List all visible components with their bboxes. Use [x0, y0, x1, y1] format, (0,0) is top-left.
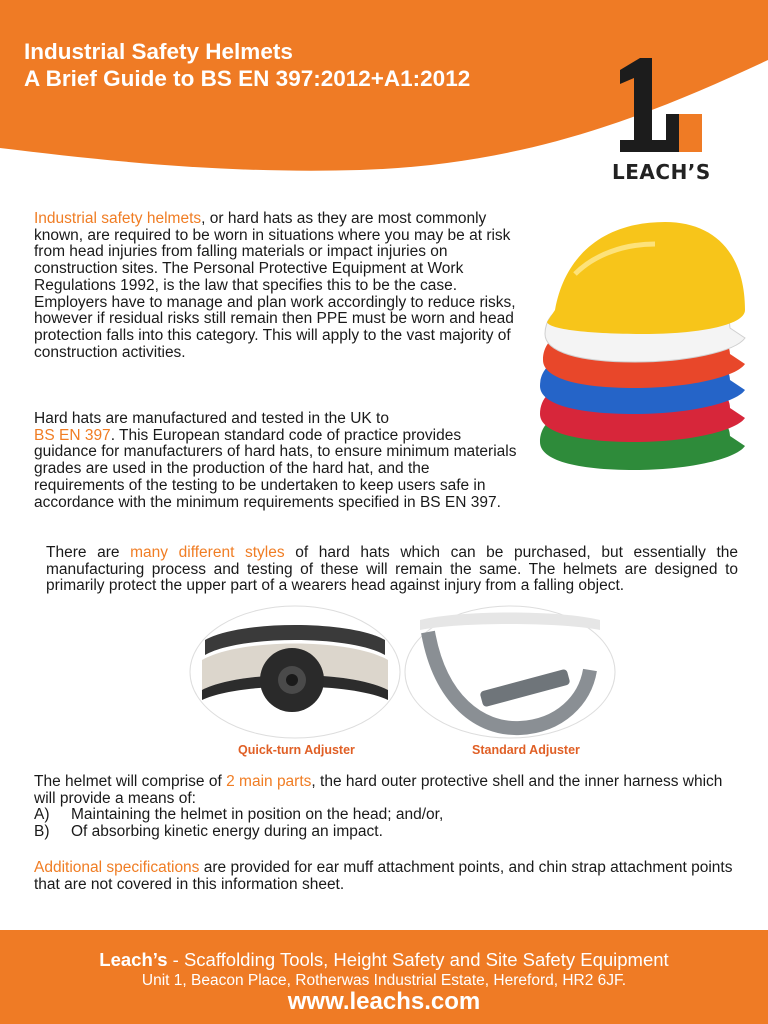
footer-tagline: Leach’s - Scaffolding Tools, Height Safety and Site Safety Equipment	[99, 949, 669, 970]
intro-text: , or hard hats as they are most commonly known, are required to be worn in situations where you may be at risk from head injuries from falling materials or impact injuries on construction sites. The Personal Protective Equipment at Work Regulations 1992, is the law that specifies this to be the case. Employers have to manage and plan work accordingly to reduce risks, however if residual risks still remain then PPE must be worn and head protection falls into this category. This will apply to the vast majority of construction activities.	[34, 210, 516, 361]
standard-adjuster-caption: Standard Adjuster	[472, 743, 580, 757]
helmet-stack-image	[535, 214, 755, 474]
website-link[interactable]: www.leachs.com	[287, 988, 481, 1015]
parts-prefix: The helmet will comprise of	[34, 773, 222, 790]
standard-prefix: Hard hats are manufactured and tested in the UK to	[34, 410, 389, 427]
bs-en-397-link[interactable]: BS EN 397	[34, 426, 111, 444]
styles-prefix: There are	[46, 544, 120, 561]
footer-address: Unit 1, Beacon Place, Rotherwas Industrial Estate, Hereford, HR2 6JF.	[141, 972, 627, 989]
additional-paragraph	[34, 860, 738, 893]
many-different-styles-link[interactable]: many different styles	[130, 544, 285, 561]
parts-text: , the hard outer protective shell and the inner harness which will provide a means of:	[34, 773, 723, 807]
intro-paragraph	[34, 211, 524, 361]
additional-text: are provided for ear muff attachment points, and chin strap attachment points that are not covered in this information sheet.	[34, 859, 733, 893]
list-item: B) Of absorbing kinetic energy during an impact.	[34, 823, 383, 841]
page-title: Industrial Safety Helmets	[24, 39, 293, 64]
standard-text: . This European standard code of practice provides guidance for manufacturers of hard hats, to ensure minimum materials grades are used in the production of the hard hat, and the requirements of the testing to be undertaken to keep users safe in accordance with the minimum requirements specified in BS EN 397.	[34, 426, 517, 511]
industrial-safety-helmets-link[interactable]: Industrial safety helmets	[34, 210, 202, 227]
adjusters-image	[180, 600, 620, 765]
styles-text: of hard hats which can be purchased, but essentially the manufacturing process and testing of these will remain the same. The helmets are designed to primarily protect the upper part of a wearers head against injury from a falling object.	[46, 544, 739, 595]
parts-paragraph	[34, 774, 738, 841]
quick-turn-adjuster-caption: Quick-turn Adjuster	[238, 743, 355, 757]
list-item: A) Maintaining the helmet in position on the head; and/or,	[34, 806, 444, 824]
additional-specifications-link[interactable]: Additional specifications	[34, 859, 200, 876]
logo-wordmark: LEACH’S	[612, 160, 711, 184]
footer	[0, 930, 768, 1024]
page-subtitle: A Brief Guide to BS EN 397:2012+A1:2012	[24, 66, 471, 91]
standard-paragraph	[34, 411, 524, 511]
two-main-parts-link[interactable]: 2 main parts	[226, 773, 312, 790]
styles-paragraph	[46, 545, 738, 595]
